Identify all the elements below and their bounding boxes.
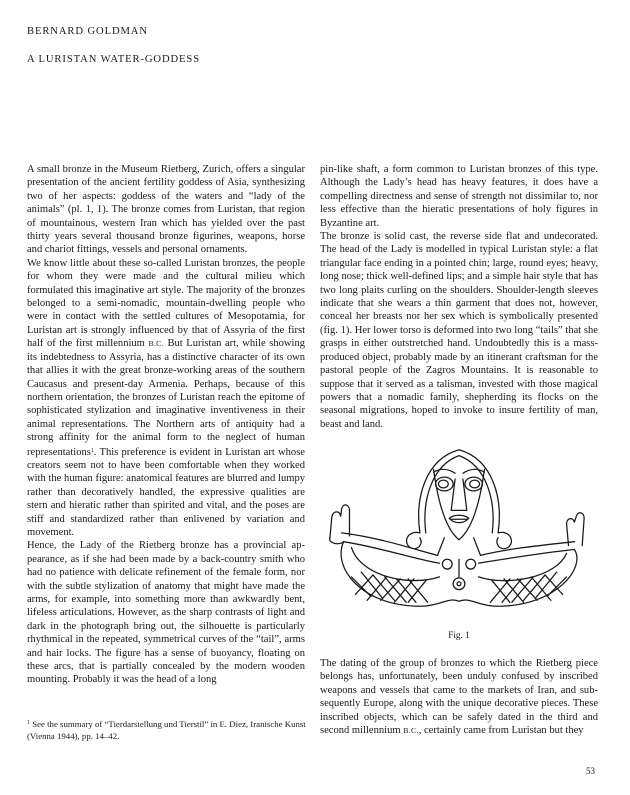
right-column-bottom — [320, 657, 598, 737]
right-column — [320, 163, 598, 431]
article-title: A LURISTAN WATER-GODDESS — [27, 54, 200, 65]
text-run: We know little about these so-called Luristan bronzes, the people for whom they were made and the cultural milieu which formulated this imaginative art style. The majority of the bronzes belonged to a semi-nomadic, mountain-dwelling people who were in contact with the settled cultures of Mesopotamia, for Luristan art is strongly influenced by that of Assyria of the first half of the first millennium — [27, 257, 305, 350]
era-abbrev: B.C. — [403, 726, 419, 736]
footnote-marker: 1 — [27, 720, 30, 726]
text-run: . This preference is evident in Luristan art whose creators seem not to have been comfortable when they worked with the human figure: anatomical features are blurred and lumpy rather than decoratively handled, the expressive qualities are stern and hieratic rather than spirited and vital, and the poses are stiff and standardized rather than enlivened by variation and movement. — [27, 446, 305, 538]
page-number: 53 — [586, 766, 595, 776]
paragraph-dating — [320, 657, 598, 737]
footnote-ref[interactable]: 1 — [90, 447, 94, 454]
text-run: But Luristan art, while showing its indebtedness to Assyria, has a distinctive character of its own that allies it with the great bronze-working areas of the southern Caucasus and present-day Armenia. Perhaps, because of this northern orientation, the bronzes of Luristan reach the epitome of sophisticated stylization and imaginative inventiveness in their animal representations. The Northern arts of antiquity had a strong affinity for the animal form to the neglect of human representations — [27, 338, 305, 458]
footnote-text: See the summary of “Tierdarstellung und Tierstil” in E. Diez, Iranische Kunst (Vienna 1944), pp. 14–42. — [27, 719, 306, 741]
paragraph-provincial: Hence, the Lady of the Rietberg bronze has a provincial appearance, as if she had been made by a back-country smith who had no patience with delicate refinement of the female form, nor with the subtle stylization of anatomy that might have made the arms, for example, into something more than awkwardly bent, lifeless articulations. However, as the sharp contrasts of light and dark in the photograph bring out, the silhouette is particularly rhythmical in the repeated, symmetrical curves of the “tail”, arms and hair locks. The figure has a sense of buoyancy, floating on these arcs, that is partially concealed by the modern wooden mounting. Probably it was the head of a long — [27, 540, 305, 686]
text-run: , certainly came from Luristan but they — [418, 725, 584, 737]
left-column — [27, 163, 305, 687]
footnote — [27, 718, 307, 742]
author-name: BERNARD GOLDMAN — [27, 26, 148, 37]
paragraph-luristan-bronzes — [27, 257, 305, 540]
paragraph-intro: A small bronze in the Museum Rietberg, Zurich, offers a singular presentation of the ancient fertility goddess of Asia, synthesizing two of her aspects: goddess of the waters and “lady of the animals” (pl. 1, 1). The bronze comes from Luristan, that region of mountainous, western Iran which has yielded over the past thirty years several thousand bronze figurines, weapons, horse and chariot fittings, vessels and personal ornaments. — [27, 164, 305, 256]
text-run: The dating of the group of bronzes to which the Rietberg piece belongs has, unfortunately, been unduly confused by inscribed weapons and vessels that came to the markets of Iran, and subsequently Europe, along with the unique decorative pieces. These inscribed objects, which can be safely dated in the third and second millennium — [320, 658, 598, 737]
figure-goddess-drawing — [320, 440, 598, 616]
paragraph-pin-shaft: pin-like shaft, a form common to Luristan bronzes of this type. Although the Lady’s head has heavy features, it does have a compelling directness and sense of strength not dissimilar to, nor less effective than the hieratic presentations of holy figures in Byzantine art. — [320, 164, 598, 229]
era-abbrev: B.C. — [148, 339, 164, 349]
figure-caption: Fig. 1 — [448, 630, 470, 640]
goddess-illustration — [330, 450, 584, 606]
paragraph-solid-cast: The bronze is solid cast, the reverse side flat and undecorated. The head of the Lady is modelled in typical Luristan style: a flat triangular face ending in a pointed chin; large, round eyes; heavy, long nose; thick well-defined lips; and a simple hair style that has two long plaits curling on the shoulders. Shoulder-length sleeves indicate that she wears a thin garment that does not, however, conceal her breasts nor her sex which is symbolically presented (fig. 1). Her lower torso is deformed into two long “tails” that she grasps in either outstretched hand. Undoubtedly this is a mass-produced object, probably made by an itinerant craftsman for the pastoral people of the Zagros Mountains. It is reasonable to suppose that it served as a talisman, invested with those magical powers that a nomadic family, shepherding its flocks on the seasonal migrations, hoped to invoke to insure fertility of man, beast and land. — [320, 231, 598, 430]
